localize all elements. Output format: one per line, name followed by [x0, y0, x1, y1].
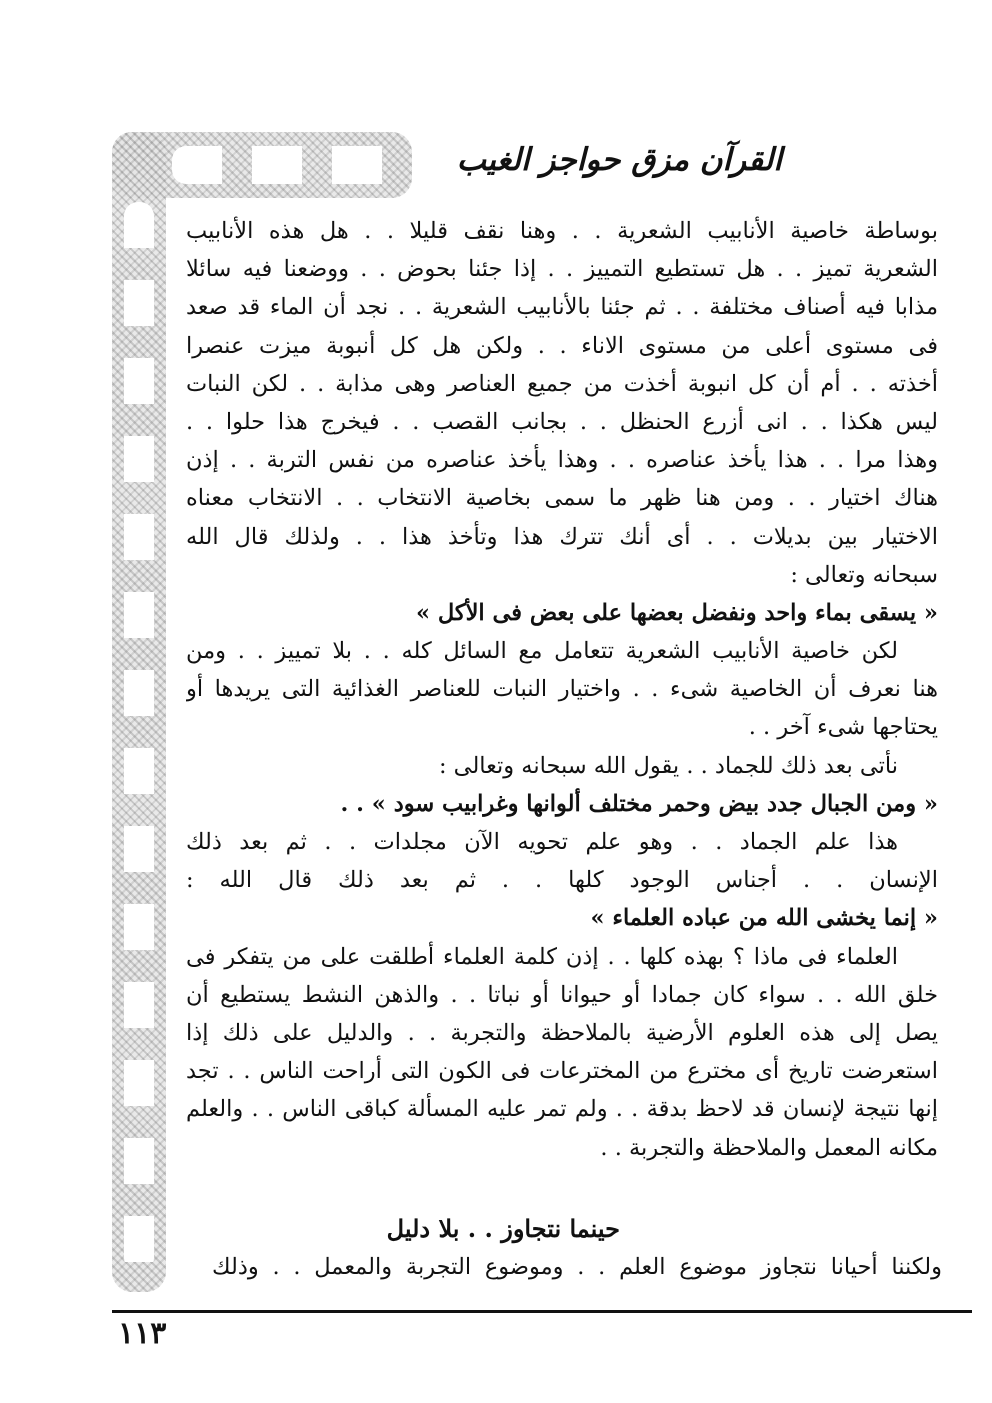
text-line: مذابا فيه أصناف مختلفة . . ثم جئنا بالأنابيب الشعرية . . نجد أن الماء قد صعد: [186, 294, 938, 321]
text-line: الاختيار بين بديلات . . أى أنك تترك هذا وتأخذ هذا . . ولذلك قال الله: [186, 523, 938, 550]
page-number: ١١٣: [118, 1316, 167, 1351]
text-line: استعرضت تاريخ أى مخترع من المخترعات فى الكون التى أراحت الناس . . تجد: [186, 1058, 938, 1085]
text-line: الشعرية تميز . . هل تستطيع التمييز . . إذا جئنا بحوض . . ووضعنا فيه سائلا: [186, 256, 938, 283]
text-line: هنا نعرف أن الخاصية شىء . . واختيار النبات للعناصر الغذائية التى يريدها أو: [186, 676, 938, 703]
text-line: إنها نتيجة لإنسان قد لاحظ بدقة . . ولم تمر عليه المسألة كباقى الناس . . والعلم: [186, 1096, 938, 1123]
main-text-block: [186, 212, 938, 1167]
text-line: فى مستوى أعلى من مستوى الاناء . . ولكن هل كل أنبوبة ميزت عنصرا: [186, 332, 938, 359]
text-line: سبحانه وتعالى :: [790, 561, 938, 588]
text-line: نأتى بعد ذلك للجماد . . يقول الله سبحانه وتعالى :: [438, 752, 898, 779]
quran-verse: « ومن الجبال جدد بيض وحمر مختلف ألوانها وغرابيب سود » . .: [340, 790, 938, 817]
text-line: هناك اختيار . . ومن هنا ظهر ما سمى بخاصية الانتخاب . . الانتخاب معناه: [186, 485, 938, 512]
text-line: هذا علم الجماد . . وهو علم تحويه الآن مجلدات . . ثم بعد ذلك: [186, 829, 898, 855]
quran-verse: « إنما يخشى الله من عباده العلماء »: [590, 905, 938, 932]
quran-verse: « يسقى بماء واحد ونفضل بعضها على بعض فى الأكل »: [415, 599, 938, 626]
text-line: وهذا مرا . . هذا يأخذ عناصره . . وهذا يأخذ عناصره من نفس التربة . . إذن: [186, 447, 938, 474]
text-line: لكن خاصية الأنابيب الشعرية تتعامل مع السائل كله . . بلا تمييز . . ومن: [186, 638, 898, 665]
decorative-border-left: [112, 132, 166, 1292]
text-line: أخذته . . أم أن كل انبوبة أخذت من جميع العناصر وهى مذابة . . لكن النبات: [186, 370, 938, 397]
text-line: العلماء فى ماذا ؟ بهذه كلها . . إذن كلمة العلماء أطلقت على من يتفكر فى: [186, 943, 898, 970]
text-line: خلق الله . . سواء كان جمادا أو حيوانا أو نباتا . . والذهن النشط يستطيع أن: [186, 981, 938, 1008]
text-line: ليس هكذا . . انى أزرع الحنظل . . بجانب القصب . . فيخرج هذا حلوا . .: [186, 408, 938, 435]
running-header-title: القرآن مزق حواجز الغيب: [456, 142, 782, 178]
section-heading: حينما نتجاوز . . بلا دليل: [386, 1214, 620, 1243]
text-line-last: ولكننا أحيانا نتجاوز موضوع العلم . . وموضوع التجربة والمعمل . . وذلك: [212, 1254, 942, 1280]
text-line: مكانه المعمل والملاحظة والتجربة . .: [600, 1134, 938, 1161]
text-line: يصل إلى هذه العلوم الأرضية بالملاحظة والتجربة . . والدليل على ذلك إذا: [186, 1019, 938, 1046]
text-line: بوساطة خاصية الأنابيب الشعرية . . وهنا نقف قليلا . . هل هذه الأنابيب: [186, 218, 938, 244]
footer-rule: [112, 1310, 972, 1313]
text-line: يحتاجها شىء آخر . .: [748, 714, 938, 741]
text-line: الإنسان . . أجناس الوجود كلها . . ثم بعد ذلك قال الله :: [186, 867, 938, 894]
